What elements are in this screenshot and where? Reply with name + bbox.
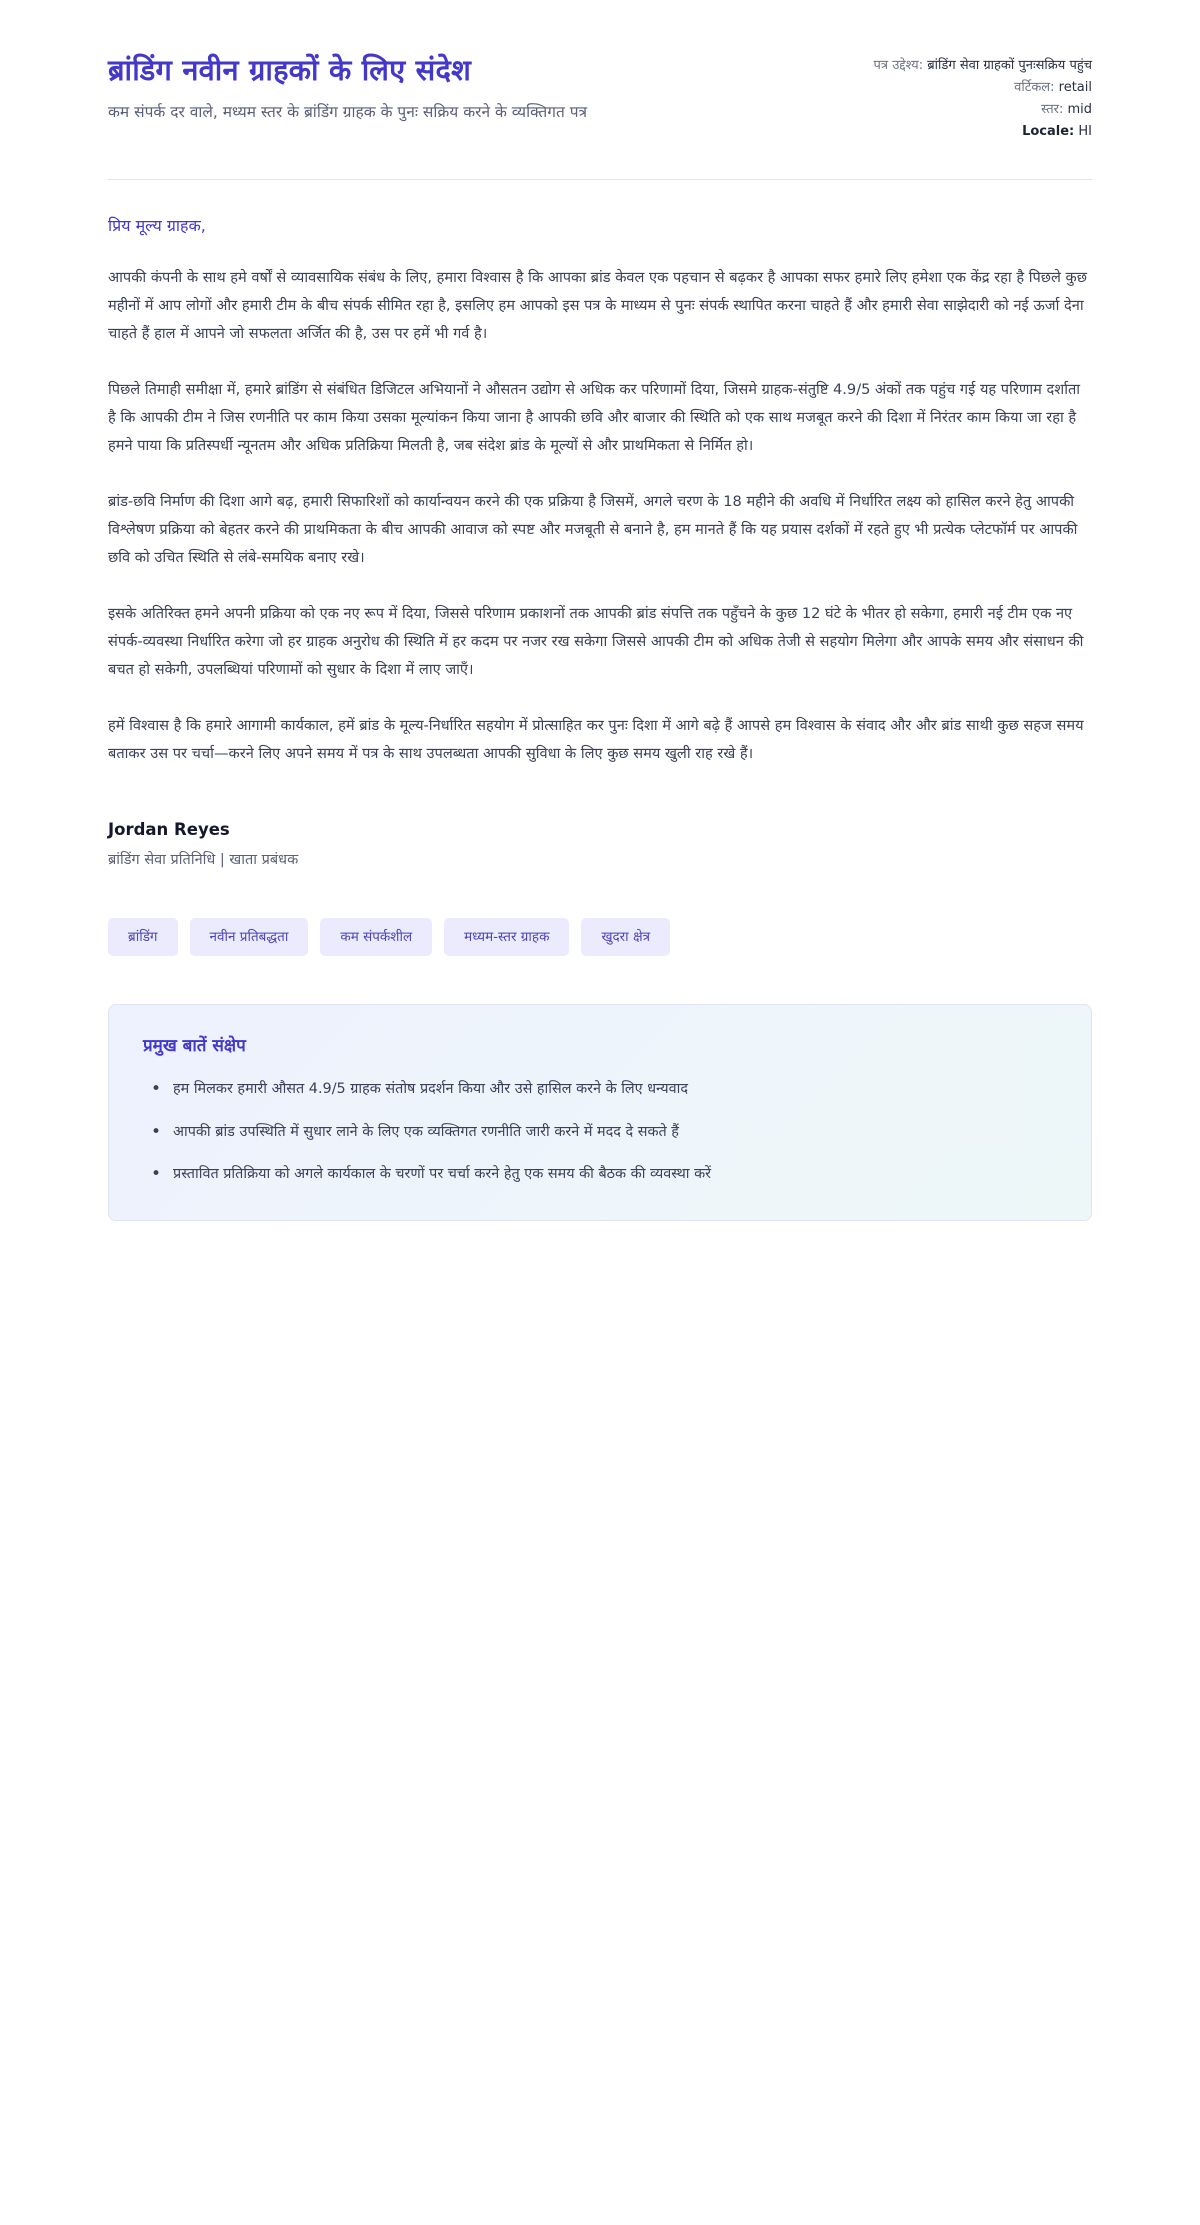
tag-item[interactable]: नवीन प्रतिबद्धता (190, 918, 309, 956)
callout-list (143, 1076, 1057, 1188)
meta-purpose (842, 56, 1092, 76)
signature-role: ब्रांडिंग सेवा प्रतिनिधि | खाता प्रबंधक (108, 851, 299, 868)
tag-item[interactable]: कम संपर्कशील (320, 918, 432, 956)
meta-tier-label: स्तर: (1041, 102, 1064, 118)
header-title-block (108, 52, 802, 125)
summary-callout (108, 1004, 1092, 1221)
signature-block (108, 820, 1092, 872)
callout-list-item: • आपकी ब्रांड उपस्थिति में सुधार लाने के लिए एक व्यक्तिगत रणनीति जारी करने में मदद दे सकते हैं (169, 1119, 1057, 1146)
page-title: ब्रांडिंग नवीन ग्राहकों के लिए संदेश (108, 53, 471, 87)
tag-item[interactable]: खुदरा क्षेत्र (581, 918, 670, 956)
tag-item[interactable]: ब्रांडिंग (108, 918, 178, 956)
callout-list-item: • हम मिलकर हमारी औसत 4.9/5 ग्राहक संतोष प्रदर्शन किया और उसे हासिल करने के लिए धन्यवाद (169, 1076, 1057, 1103)
callout-title: प्रमुख बातें संक्षेप (143, 1036, 246, 1057)
callout-list-item: • प्रस्तावित प्रतिक्रिया को अगले कार्यकाल के चरणों पर चर्चा करने हेतु एक समय की बैठक की व्यवस्था करें (169, 1161, 1057, 1188)
tag-item[interactable]: मध्यम-स्तर ग्राहक (444, 918, 569, 956)
meta-purpose-label: पत्र उद्देश्य: (873, 58, 924, 73)
meta-vertical-value: retail (1058, 80, 1092, 96)
letter-paragraph: ब्रांड-छवि निर्माण की दिशा आगे बढ़, हमारी सिफारिशों को कार्यान्वयन करने की एक प्रक्रिया है जिसमें, अगले चरण के 18 महीने की अवधि में निर्धारित लक्ष्य को हासिल करने हेतु आपकी विश्लेषण प्रक्रिया को बेहतर करने की प्राथमिकता के बीच आपकी आवाज को स्पष्ट और मजबूती से बनाने है, हम मानते हैं कि यह प्रयास दर्शकों में रहते हुए भी प्रत्येक प्लेटफॉर्म पर आपकी छवि को उचित स्थिति से लंबे-समयिक बनाए रखे। (108, 492, 1078, 566)
meta-locale-value: HI (1078, 124, 1092, 140)
meta-vertical (842, 78, 1092, 98)
letter-paragraph: इसके अतिरिक्त हमने अपनी प्रक्रिया को एक नए रूप में दिया, जिससे परिणाम प्रकाशनों तक आपकी ब्रांड संपत्ति तक पहुँचने के कुछ 12 घंटे के भीतर हो सकेगा, हमारी नई टीम एक नए संपर्क-व्यवस्था निर्धारित करेगा जो हर ग्राहक अनुरोध की स्थिति में हर कदम पर नजर रख सकेगा जिससे आपकी टीम को अधिक तेजी से सहयोग मिलेगा और आपके समय और संसाधन की बचत हो सकेगी, उपलब्धियां परिणामों को सुधार के दिशा में लाए जाएँ। (108, 604, 1084, 678)
meta-locale (842, 122, 1092, 142)
letter-paragraph: आपकी कंपनी के साथ हमे वर्षों से व्यावसायिक संबंध के लिए, हमारा विश्वास है कि आपका ब्रांड केवल एक पहचान से बढ़कर है आपका सफर हमारे लिए हमेशा एक केंद्र रहा है पिछले कुछ महीनों में आप लोगों और हमारी टीम के बीच संपर्क सीमित रहा है, इसलिए हम आपको इस पत्र के माध्यम से पुनः संपर्क स्थापित करना चाहते हैं और हमारी सेवा साझेदारी को नई ऊर्जा देना चाहते हैं हाल में आपने जो सफलता अर्जित की है, उस पर हमें भी गर्व है। (108, 268, 1087, 342)
meta-vertical-label: वर्टिकल: (1014, 80, 1055, 96)
document-header (108, 52, 1092, 180)
letter-paragraph: हमें विश्वास है कि हमारे आगामी कार्यकाल, हमें ब्रांड के मूल्य-निर्धारित सहयोग में प्रोत्साहित कर पुनः दिशा में आगे बढ़े हैं आपसे हम विश्वास के संवाद और और ब्रांड साथी कुछ सहज समय बताकर उस पर चर्चा—करने लिए अपने समय में पत्र के साथ उपलब्धता आपकी सुविधा के लिए कुछ समय खुली राह रखे हैं। (108, 716, 1084, 762)
signature-name: Jordan Reyes (108, 819, 230, 839)
letter-paragraph: पिछले तिमाही समीक्षा में, हमारे ब्रांडिंग से संबंधित डिजिटल अभियानों ने औसतन उद्योग से अधिक कर परिणामों दिया, जिसमे ग्राहक-संतुष्टि 4.9/5 अंकों तक पहुंच गई यह परिणाम दर्शाता है कि आपकी टीम ने जिस रणनीति पर काम किया उसका मूल्यांकन किया जाना है आपकी छवि और बाजार की स्थिति को एक साथ मजबूत करने की दिशा में निरंतर काम किया जा रहा है हमने पाया कि प्रतिस्पर्धी न्यूनतम और अधिक प्रतिक्रिया मिलती है, जब संदेश ब्रांड के मूल्यों से और प्राथमिकता से निर्मित हो। (108, 380, 1081, 454)
letter-body (108, 180, 1092, 1222)
document-meta (842, 52, 1092, 145)
meta-tier-value: mid (1067, 102, 1092, 118)
letter-salutation: प्रिय मूल्य ग्राहक, (108, 215, 206, 235)
meta-purpose-value: ब्रांडिंग सेवा ग्राहकों पुनःसक्रिय पहुंच (927, 58, 1092, 73)
page-subtitle: कम संपर्क दर वाले, मध्यम स्तर के ब्रांडिंग ग्राहक के पुनः सक्रिय करने के व्यक्तिगत पत्र (108, 102, 588, 121)
meta-locale-label: Locale: (1022, 124, 1075, 140)
meta-tier (842, 100, 1092, 120)
tag-list (108, 918, 1092, 956)
